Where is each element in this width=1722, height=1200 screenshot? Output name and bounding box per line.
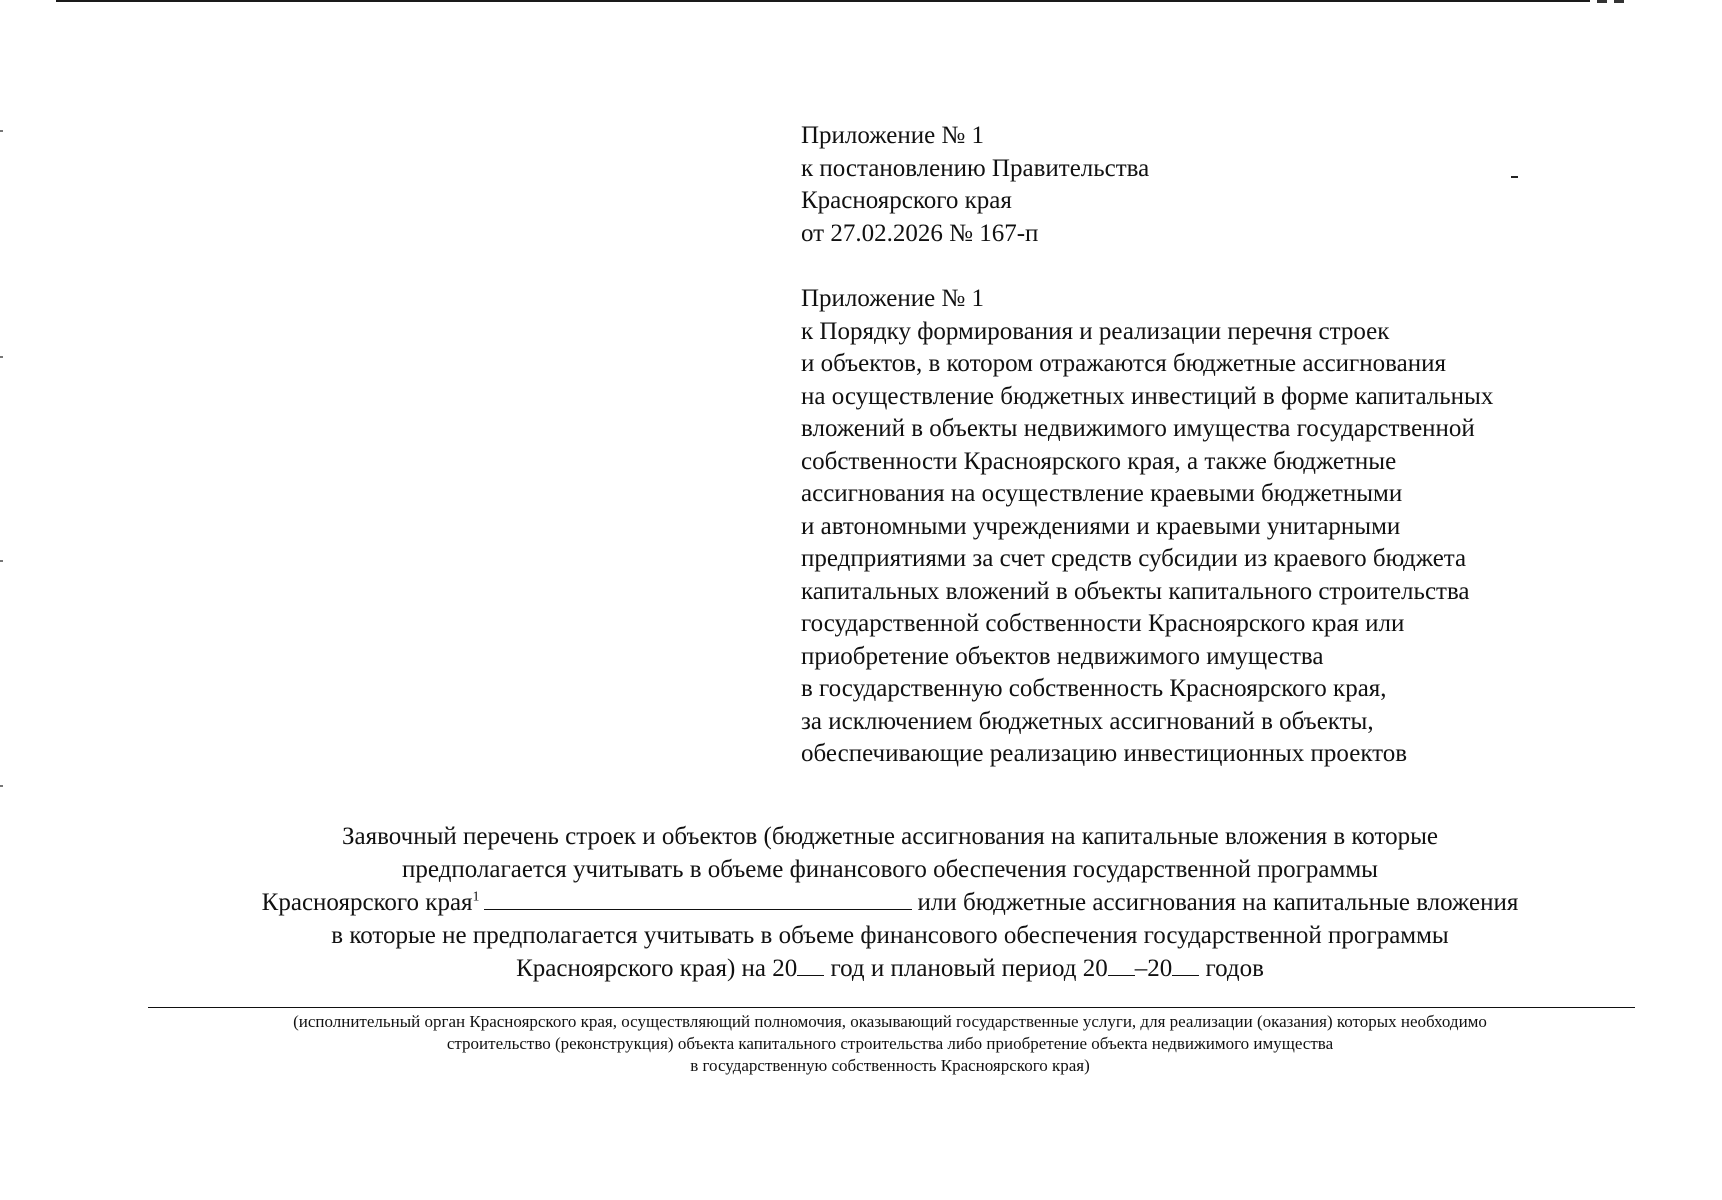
title-text: Красноярского края — [261, 889, 473, 916]
scan-edge-mark — [0, 130, 3, 132]
appendix-procedure-line: собственности Красноярского края, а также бюджетные — [801, 447, 1397, 475]
title-text: Красноярского края) на 20 — [516, 955, 798, 982]
appendix-procedure-line: к Порядку формирования и реализации перечня строек — [801, 317, 1390, 345]
caption-line: (исполнительный орган Красноярского края, осуществляющий полномочия, оказывающий государственные услуги, для реализации (оказания) которых необходимо — [293, 1012, 1487, 1031]
scan-top-border — [56, 0, 1590, 2]
title-text: годов — [1199, 955, 1264, 982]
executive-body-caption — [120, 1011, 1660, 1077]
title-line: в которые не предполагается учитывать в объеме финансового обеспечения государственной программы — [331, 922, 1449, 949]
executive-body-blank — [484, 887, 912, 910]
appendix-resolution-line: к постановлению Правительства — [801, 154, 1150, 182]
caption-rule — [148, 1007, 1635, 1008]
year-blank — [1172, 953, 1199, 976]
appendix-procedure-line: вложений в объекты недвижимого имущества государственной — [801, 415, 1475, 442]
appendix-procedure-line: Приложение № 1 — [801, 285, 985, 312]
scan-edge-mark — [0, 785, 3, 787]
appendix-resolution-line: от 27.02.2026 № 167-п — [801, 219, 1039, 247]
title-line — [120, 886, 1660, 919]
title-line — [120, 952, 1660, 985]
appendix-procedure-line: капитальных вложений в объекты капитального строительства — [801, 577, 1470, 605]
title-line: Заявочный перечень строек и объектов (бюджетные ассигнования на капитальные вложения в которые — [342, 823, 1438, 850]
appendix-procedure-line: обеспечивающие реализацию инвестиционных проектов — [801, 740, 1408, 767]
appendix-procedure-line: на осуществление бюджетных инвестиций в форме капитальных — [801, 382, 1494, 410]
title-text: –20 — [1134, 955, 1173, 982]
title-text: год и плановый период 20 — [824, 955, 1108, 982]
year-blank — [1108, 953, 1135, 976]
appendix-procedure-line: и автономными учреждениями и краевыми унитарными — [801, 512, 1401, 540]
appendix-procedure-line: и объектов, в котором отражаются бюджетные ассигнования — [801, 350, 1447, 377]
scan-stray-mark — [1511, 176, 1518, 178]
appendix-procedure-line: государственной собственности Красноярского края или — [801, 610, 1405, 637]
title-text: или бюджетные ассигнования на капитальные вложения — [917, 889, 1519, 916]
appendix-procedure-line: в государственную собственность Красноярского края, — [801, 675, 1387, 702]
appendix-procedure-line: предприятиями за счет средств субсидии из краевого бюджета — [801, 545, 1467, 572]
year-blank — [797, 953, 824, 976]
scan-top-tick — [1614, 0, 1624, 3]
title-line: предполагается учитывать в объеме финансового обеспечения государственной программы — [402, 856, 1378, 883]
scan-edge-mark — [0, 356, 3, 358]
appendix-resolution-line: Приложение № 1 — [801, 122, 985, 149]
caption-line: в государственную собственность Красноярского края) — [690, 1056, 1090, 1075]
appendix-procedure-block — [801, 283, 1493, 771]
scan-top-tick — [1597, 0, 1607, 3]
scan-edge-mark — [0, 560, 3, 562]
appendix-resolution-block — [801, 120, 1149, 250]
footnote-reference: 1 — [472, 889, 480, 905]
appendix-procedure-line: приобретение объектов недвижимого имущества — [801, 642, 1324, 670]
appendix-resolution-line: Красноярского края — [801, 187, 1012, 214]
caption-line: строительство (реконструкция) объекта капитального строительства либо приобретение объекта недвижимого имущества — [446, 1034, 1334, 1053]
appendix-procedure-line: ассигнования на осуществление краевыми бюджетными — [801, 480, 1403, 507]
document-title — [120, 820, 1660, 985]
appendix-procedure-line: за исключением бюджетных ассигнований в объекты, — [801, 707, 1374, 735]
